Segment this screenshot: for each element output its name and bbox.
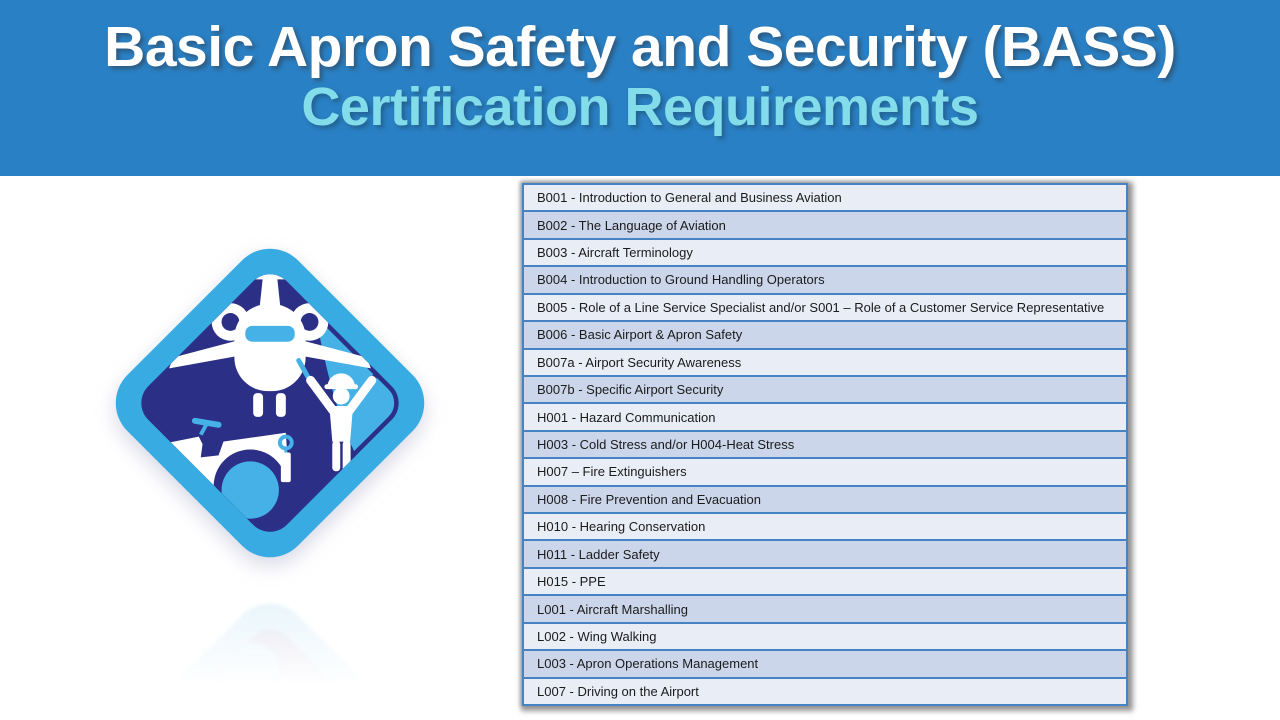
course-row: H015 - PPE: [524, 567, 1126, 594]
course-row: H001 - Hazard Communication: [524, 402, 1126, 429]
course-row: B005 - Role of a Line Service Specialist and/or S001 – Role of a Customer Service Representative: [524, 293, 1126, 320]
course-row: B003 - Aircraft Terminology: [524, 238, 1126, 265]
course-row: H003 - Cold Stress and/or H004-Heat Stress: [524, 430, 1126, 457]
course-row: H008 - Fire Prevention and Evacuation: [524, 485, 1126, 512]
course-row: L002 - Wing Walking: [524, 622, 1126, 649]
course-row: B006 - Basic Airport & Apron Safety: [524, 320, 1126, 347]
course-row: B001 - Introduction to General and Business Aviation: [524, 185, 1126, 210]
course-row: H011 - Ladder Safety: [524, 539, 1126, 566]
course-row: B007b - Specific Airport Security: [524, 375, 1126, 402]
course-row: B007a - Airport Security Awareness: [524, 348, 1126, 375]
course-row: B002 - The Language of Aviation: [524, 210, 1126, 237]
slide-subtitle: Certification Requirements: [301, 77, 979, 137]
course-row: H007 – Fire Extinguishers: [524, 457, 1126, 484]
course-list: [522, 183, 1128, 706]
apron-safety-badge: [92, 227, 448, 583]
badge-reflection: [92, 584, 448, 714]
course-row: L001 - Aircraft Marshalling: [524, 594, 1126, 621]
slide-header: [0, 0, 1280, 176]
course-row: L003 - Apron Operations Management: [524, 649, 1126, 676]
course-row: L007 - Driving on the Airport: [524, 677, 1126, 704]
course-row: H010 - Hearing Conservation: [524, 512, 1126, 539]
course-row: B004 - Introduction to Ground Handling Operators: [524, 265, 1126, 292]
apron-safety-badge-icon: [92, 227, 448, 583]
slide-title: Basic Apron Safety and Security (BASS): [104, 15, 1176, 79]
